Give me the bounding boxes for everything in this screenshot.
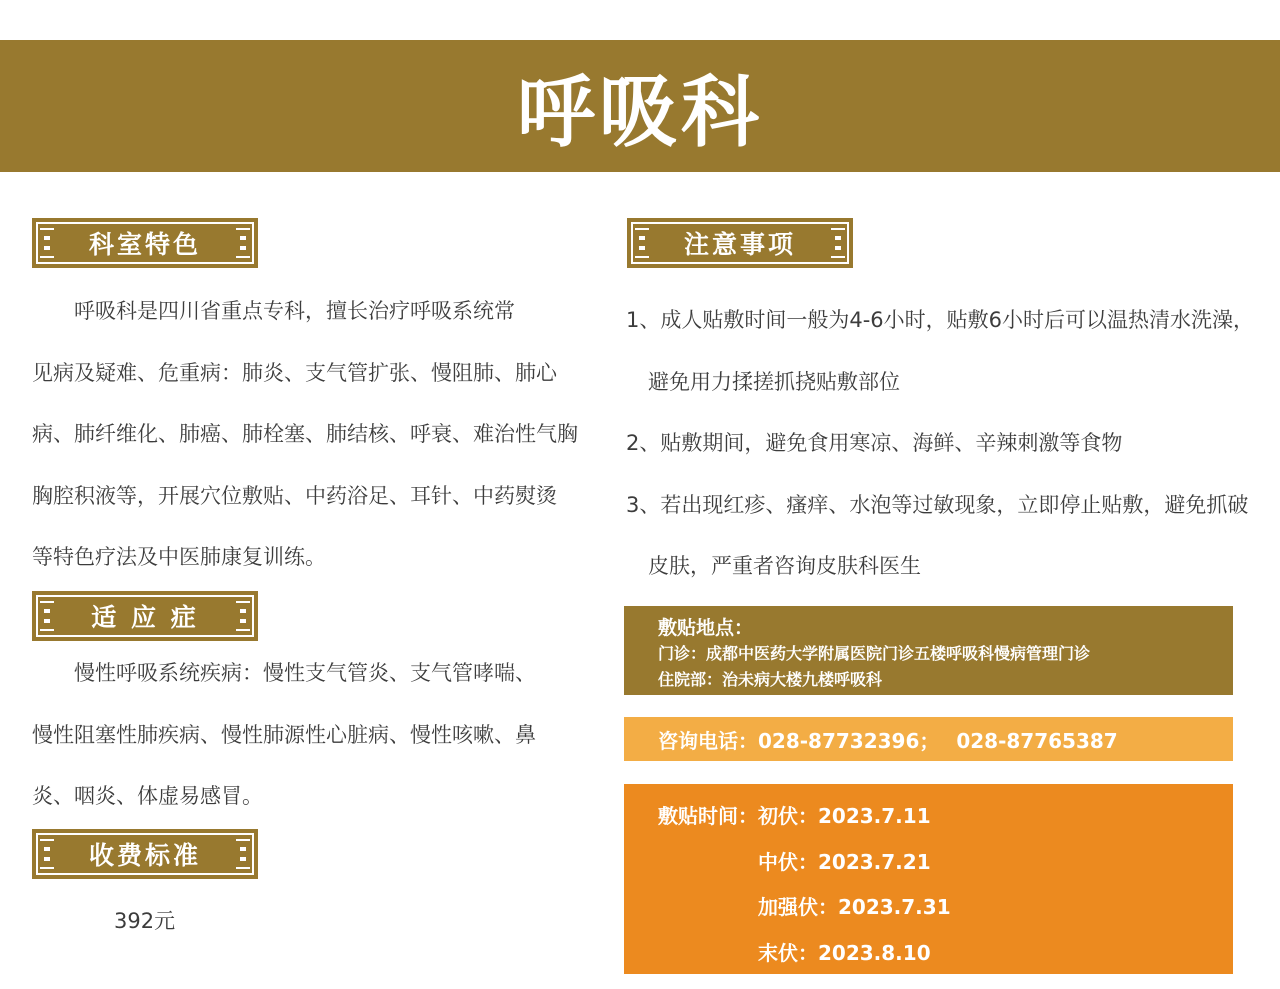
fee-value: 392元 <box>114 909 176 933</box>
features-heading-text: 科室特色 <box>88 230 201 259</box>
indications-heading <box>32 591 258 641</box>
page-title: 呼吸科 <box>516 68 763 158</box>
features-text <box>32 281 602 589</box>
schedule-middle: 中伏：2023.7.21 <box>758 849 931 874</box>
ornament-icon <box>40 601 54 631</box>
notes-heading <box>627 218 853 268</box>
title-banner <box>0 40 1280 172</box>
ornament-icon <box>635 228 649 258</box>
features-line: 呼吸科是四川省重点专科，擅长治疗呼吸系统常 <box>32 299 515 323</box>
features-heading <box>32 218 258 268</box>
fees-heading-text: 收费标准 <box>88 841 201 870</box>
indications-line: 炎、咽炎、体虚易感冒。 <box>32 784 263 808</box>
notes-list <box>626 290 1266 598</box>
schedule-last: 末伏：2023.8.10 <box>758 940 931 965</box>
schedule-first: 敷贴时间：初伏：2023.7.11 <box>658 804 931 828</box>
features-line: 胸腔积液等，开展穴位敷贴、中药浴足、耳针、中药熨烫 <box>32 483 557 508</box>
features-line: 见病及疑难、危重病：肺炎、支气管扩张、慢阻肺、肺心 <box>32 360 557 385</box>
indications-heading-text: 适 应 症 <box>91 603 199 632</box>
ornament-icon <box>236 839 250 869</box>
location-outpatient: 门诊：成都中医药大学附属医院门诊五楼呼吸科慢病管理门诊 <box>658 644 1091 663</box>
location-inpatient: 住院部：治未病大楼九楼呼吸科 <box>658 670 883 689</box>
note-item: 1、成人贴敷时间一般为4-6小时，贴敷6小时后可以温热清水洗澡，避免用力揉搓抓挠贴敷部位 <box>626 308 1255 394</box>
indications-line: 慢性呼吸系统疾病：慢性支气管炎、支气管哮喘、 <box>32 661 536 685</box>
ornament-icon <box>40 228 54 258</box>
location-title: 敷贴地点： <box>658 617 754 639</box>
ornament-icon <box>236 601 250 631</box>
phone-text: 咨询电话：028-87732396； 028-87765387 <box>658 728 1118 753</box>
ornament-icon <box>40 839 54 869</box>
schedule-extra: 加强伏：2023.7.31 <box>758 895 951 919</box>
schedule-box <box>624 784 1233 974</box>
note-item: 2、贴敷期间，避免食用寒凉、海鲜、辛辣刺激等食物 <box>626 431 1123 455</box>
ornament-icon <box>236 228 250 258</box>
features-line: 等特色疗法及中医肺康复训练。 <box>32 545 326 569</box>
features-line: 病、肺纤维化、肺癌、肺栓塞、肺结核、呼衰、难治性气胸 <box>32 422 578 446</box>
indications-line: 慢性阻塞性肺疾病、慢性肺源性心脏病、慢性咳嗽、鼻 <box>32 722 536 747</box>
ornament-icon <box>831 228 845 258</box>
fees-heading <box>32 829 258 879</box>
notes-heading-text: 注意事项 <box>683 230 796 259</box>
phone-box <box>624 717 1233 761</box>
note-item: 3、若出现红疹、瘙痒、水泡等过敏现象，立即停止贴敷，避免抓破皮肤，严重者咨询皮肤科医生 <box>626 492 1249 578</box>
indications-text <box>32 643 602 828</box>
location-box <box>624 606 1233 695</box>
